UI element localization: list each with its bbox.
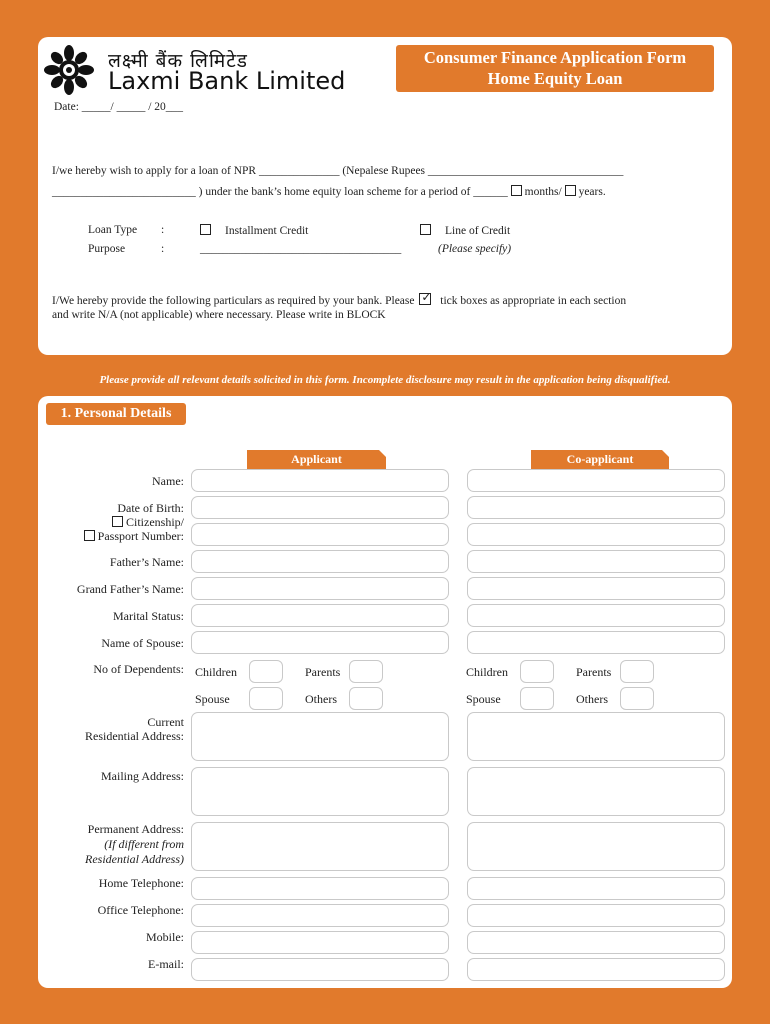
installment-credit-label: Installment Credit — [225, 225, 309, 237]
home-telephone-label: Home Telephone: — [98, 876, 184, 890]
permanent-address-note-1: (If different from — [104, 837, 184, 851]
passport-checkbox[interactable] — [84, 530, 95, 541]
permanent-address-label: Permanent Address: — [87, 822, 184, 836]
applicant-permanent-address-input[interactable] — [191, 822, 449, 871]
applicant-dob-input[interactable] — [191, 496, 449, 519]
form-subtitle: Home Equity Loan — [487, 69, 623, 88]
coapplicant-email-input[interactable] — [467, 958, 725, 981]
date-line[interactable]: Date: _____/ _____ / 20___ — [54, 101, 184, 113]
citizenship-label — [112, 515, 184, 530]
coapplicant-office-telephone-input[interactable] — [467, 904, 725, 927]
loan-period-text[interactable]: _________________________ ) under the bank’s home equity loan scheme for a period of ______ — [52, 186, 508, 198]
loan-amount-line[interactable]: I/we hereby wish to apply for a loan of NPR ______________ (Nepalese Rupees __________________________________ — [52, 165, 624, 177]
tick-example-icon: ✓ — [421, 290, 432, 304]
coapplicant-dob-input[interactable] — [467, 496, 725, 519]
years-checkbox[interactable] — [565, 185, 576, 196]
coapplicant-column-header: Co-applicant — [531, 450, 669, 469]
coapplicant-parents-input[interactable] — [620, 660, 654, 683]
applicant-passport-input[interactable] — [191, 523, 449, 546]
name-label: Name: — [152, 474, 184, 488]
passport-label — [84, 529, 184, 544]
disclosure-notice: Please provide all relevant details solicited in this form. Incomplete disclosure may result in the application being disqualified. — [99, 374, 671, 386]
months-checkbox[interactable] — [511, 185, 522, 196]
applicant-children-label: Children — [195, 665, 237, 679]
applicant-mobile-input[interactable] — [191, 931, 449, 954]
coapplicant-mobile-input[interactable] — [467, 931, 725, 954]
purpose-input[interactable]: ___________________________________ — [200, 243, 402, 255]
applicant-email-input[interactable] — [191, 958, 449, 981]
section-title-personal-details: 1. Personal Details — [46, 403, 186, 425]
applicant-current-address-input[interactable] — [191, 712, 449, 761]
line-of-credit-checkbox[interactable] — [420, 224, 431, 235]
loan-type-colon: : — [161, 224, 165, 236]
applicant-children-input[interactable] — [249, 660, 283, 683]
applicant-grandfather-input[interactable] — [191, 577, 449, 600]
coapplicant-passport-input[interactable] — [467, 523, 725, 546]
coapplicant-children-input[interactable] — [520, 660, 554, 683]
marital-status-label: Marital Status: — [113, 609, 184, 623]
bank-name: Laxmi Bank Limited — [108, 67, 346, 95]
form-title-box — [396, 45, 714, 92]
applicant-others-label: Others — [305, 692, 337, 706]
passport-text: Passport Number: — [97, 529, 184, 543]
dob-label: Date of Birth: — [117, 501, 184, 515]
instructions-text-1a: I/We hereby provide the following particulars as required by your bank. Please — [52, 295, 415, 307]
applicant-father-input[interactable] — [191, 550, 449, 573]
applicant-column-header: Applicant — [247, 450, 386, 469]
form-title: Consumer Finance Application Form — [423, 48, 687, 67]
months-label: months/ — [524, 186, 562, 198]
coapplicant-spouse-dep-label: Spouse — [466, 692, 501, 706]
coapplicant-current-address-input[interactable] — [467, 712, 725, 761]
application-header-panel — [38, 37, 732, 355]
citizenship-text: Citizenship/ — [126, 515, 184, 529]
applicant-office-telephone-input[interactable] — [191, 904, 449, 927]
line-of-credit-label: Line of Credit — [445, 225, 511, 237]
bank-name-devanagari: लक्ष्मी बैंक लिमिटेड — [108, 50, 248, 72]
coapplicant-spouse-input[interactable] — [467, 631, 725, 654]
instructions-text-1b: tick boxes as appropriate in each section — [440, 295, 627, 307]
applicant-mailing-address-input[interactable] — [191, 767, 449, 816]
permanent-address-note-2: Residential Address) — [85, 852, 184, 866]
coapplicant-marital-input[interactable] — [467, 604, 725, 627]
applicant-home-telephone-input[interactable] — [191, 877, 449, 900]
grandfather-name-label: Grand Father’s Name: — [76, 582, 184, 596]
purpose-label: Purpose — [88, 243, 126, 255]
coapplicant-mailing-address-input[interactable] — [467, 767, 725, 816]
instructions-line-2: and write N/A (not applicable) where necessary. Please write in BLOCK — [52, 309, 386, 321]
spouse-name-label: Name of Spouse: — [101, 636, 184, 650]
applicant-name-input[interactable] — [191, 469, 449, 492]
purpose-colon: : — [161, 243, 165, 255]
coapplicant-grandfather-input[interactable] — [467, 577, 725, 600]
please-specify-note: (Please specify) — [438, 243, 512, 255]
father-name-label: Father’s Name: — [109, 555, 184, 569]
office-telephone-label: Office Telephone: — [97, 903, 184, 917]
personal-details-panel — [38, 396, 732, 988]
coapplicant-parents-label: Parents — [576, 665, 612, 679]
applicant-spouse-dep-input[interactable] — [249, 687, 283, 710]
mailing-address-label: Mailing Address: — [101, 769, 184, 783]
loan-type-label: Loan Type — [88, 224, 138, 236]
coapplicant-others-input[interactable] — [620, 687, 654, 710]
current-address-label-2: Residential Address: — [85, 729, 184, 743]
loan-period-line — [52, 185, 606, 198]
instructions-line-1 — [52, 290, 627, 307]
mobile-label: Mobile: — [146, 930, 184, 944]
installment-credit-checkbox[interactable] — [200, 224, 211, 235]
citizenship-checkbox[interactable] — [112, 516, 123, 527]
applicant-others-input[interactable] — [349, 687, 383, 710]
applicant-parents-input[interactable] — [349, 660, 383, 683]
coapplicant-name-input[interactable] — [467, 469, 725, 492]
dependents-label: No of Dependents: — [93, 662, 184, 676]
coapplicant-father-input[interactable] — [467, 550, 725, 573]
coapplicant-permanent-address-input[interactable] — [467, 822, 725, 871]
applicant-spouse-input[interactable] — [191, 631, 449, 654]
installment-credit-option[interactable] — [200, 224, 308, 237]
applicant-marital-input[interactable] — [191, 604, 449, 627]
email-label: E-mail: — [148, 957, 184, 971]
coapplicant-home-telephone-input[interactable] — [467, 877, 725, 900]
applicant-parents-label: Parents — [305, 665, 341, 679]
coapplicant-children-label: Children — [466, 665, 508, 679]
current-address-label-1: Current — [147, 715, 184, 729]
coapplicant-others-label: Others — [576, 692, 608, 706]
coapplicant-spouse-dep-input[interactable] — [520, 687, 554, 710]
laxmi-lotus-logo-icon — [44, 45, 94, 95]
line-of-credit-option[interactable] — [420, 224, 510, 237]
applicant-spouse-dep-label: Spouse — [195, 692, 230, 706]
years-label: years. — [578, 186, 606, 198]
